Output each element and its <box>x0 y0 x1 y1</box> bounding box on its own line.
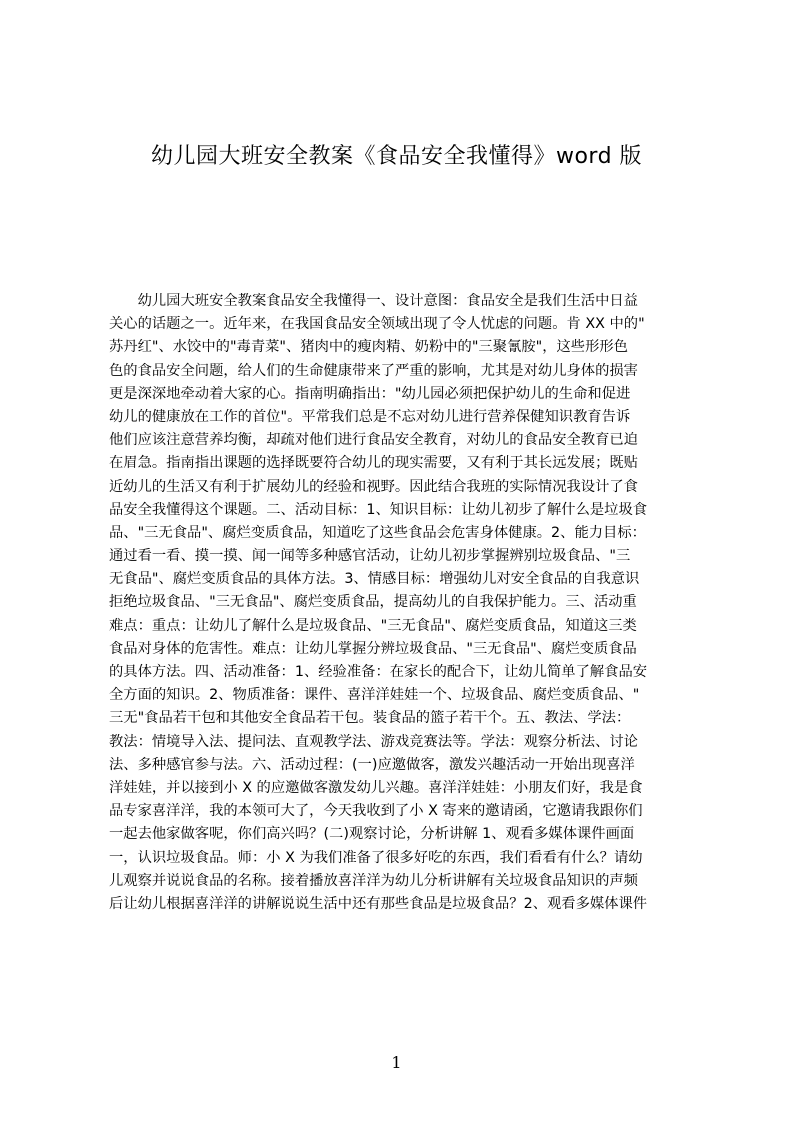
body-line: 后让幼儿根据喜洋洋的讲解说说生活中还有那些食品是垃圾食品？2、观看多媒体课件 <box>109 895 648 912</box>
body-line: 更是深深地牵动着大家的心。指南明确指出："幼儿园必须把保护幼儿的生命和促进 <box>109 385 631 402</box>
body-line: 通过看一看、摸一摸、闻一闻等多种感官活动，让幼儿初步掌握辨别垃圾食品、"三 <box>109 548 631 565</box>
body-line: 一起去他家做客呢，你们高兴吗？(二)观察讨论，分析讲解 1、观看多媒体课件画面 <box>109 826 635 843</box>
body-line: 他们应该注意营养均衡，却疏对他们进行食品安全教育，对幼儿的食品安全教育已迫 <box>109 432 638 449</box>
document-body <box>109 290 697 916</box>
body-line: 关心的话题之一。近年来，在我国食品安全领域出现了令人忧虑的问题。肯 XX 中的" <box>109 316 645 333</box>
document-title: 幼儿园大班安全教案《食品安全我懂得》word 版 <box>150 144 643 169</box>
body-line: 品、"三无食品"、腐烂变质食品，知道吃了这些食品会危害身体健康。2、能力目标： <box>109 524 646 541</box>
body-line: 教法：情境导入法、提问法、直观教学法、游戏竞赛法等。学法：观察分析法、讨论 <box>109 733 638 750</box>
body-line: 色的食品安全问题，给人们的生命健康带来了严重的影响，尤其是对幼儿身体的损害 <box>109 362 638 379</box>
body-line: 在眉急。指南指出课题的选择既要符合幼儿的现实需要，又有利于其长远发展；既贴 <box>109 455 638 472</box>
body-line: 苏丹红"、水饺中的"毒青菜"、猪肉中的瘦肉精、奶粉中的"三聚氰胺"，这些形形色 <box>109 339 628 356</box>
body-line: 法、多种感官参与法。六、活动过程：(一)应邀做客，激发兴趣活动一开始出现喜洋 <box>109 756 635 773</box>
page-number: 1 <box>391 1053 402 1072</box>
body-line: 儿观察并说说食品的名称。接着播放喜洋洋为幼儿分析讲解有关垃圾食品知识的声频 <box>109 872 638 889</box>
body-line: 难点：重点：让幼儿了解什么是垃圾食品、"三无食品"、腐烂变质食品，知道这三类 <box>109 617 637 634</box>
body-line: 品专家喜洋洋，我的本领可大了，今天我收到了小 X 寄来的邀请函，它邀请我跟你们 <box>109 803 643 820</box>
body-line: 洋娃娃，并以接到小 X 的应邀做客激发幼儿兴趣。喜洋洋娃娃：小朋友们好，我是食 <box>109 779 643 796</box>
body-line: 三无"食品若干包和其他安全食品若干包。装食品的篮子若干个。五、教法、学法： <box>109 710 631 727</box>
body-line: 拒绝垃圾食品、"三无食品"、腐烂变质食品，提高幼儿的自我保护能力。三、活动重 <box>109 594 637 611</box>
body-line: 全方面的知识。2、物质准备：课件、喜洋洋娃娃一个、垃圾食品、腐烂变质食品、" <box>109 687 640 704</box>
body-line: 食品对身体的危害性。难点：让幼儿掌握分辨垃圾食品、"三无食品"、腐烂变质食品 <box>109 640 637 657</box>
body-line: 幼儿的健康放在工作的首位"。平常我们总是不忘对幼儿进行营养保健知识教育告诉 <box>109 408 631 425</box>
body-line: 品安全我懂得这个课题。二、活动目标：1、知识目标：让幼儿初步了解什么是垃圾食 <box>109 501 648 518</box>
body-line: 幼儿园大班安全教案食品安全我懂得一、设计意图：食品安全是我们生活中日益 <box>109 293 638 309</box>
body-line: 近幼儿的生活又有利于扩展幼儿的经验和视野。因此结合我班的实际情况我设计了食 <box>109 478 638 495</box>
body-line: 一，认识垃圾食品。师：小 X 为我们准备了很多好吃的东西，我们看看有什么？请幼 <box>109 849 643 866</box>
body-line: 无食品"、腐烂变质食品的具体方法。3、情感目标：增强幼儿对安全食品的自我意识 <box>109 571 640 588</box>
body-line: 的具体方法。四、活动准备：1、经验准备：在家长的配合下，让幼儿简单了解食品安 <box>109 664 648 680</box>
